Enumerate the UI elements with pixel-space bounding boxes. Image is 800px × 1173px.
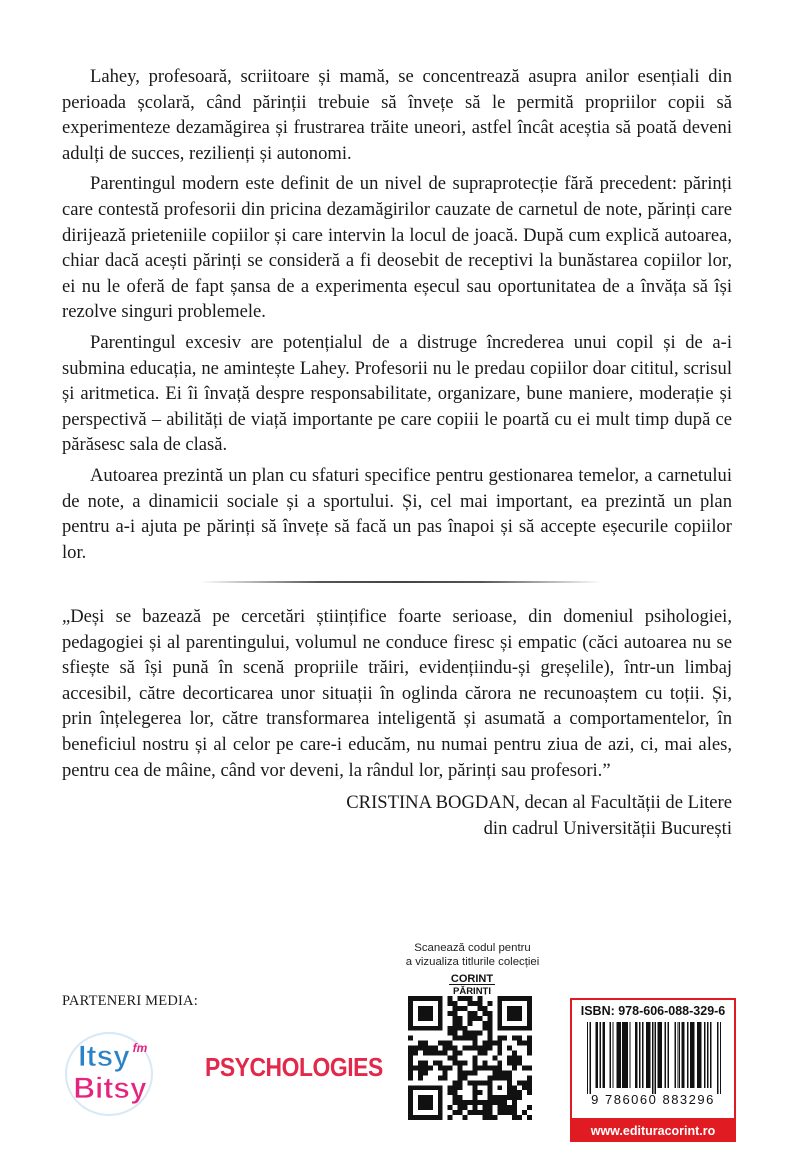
paragraph: Autoarea prezintă un plan cu sfaturi specifice pentru gestionarea temelor, a carnetului de note, a dinamicii sociale și a sportului. Și, cel mai important, ea prezintă un plan pentru a-i ajuta pe părinți să învețe să facă un pas înapoi și să accepte eșecurile copiilor lor. [62,464,732,563]
bitsy-text: Bitsy [73,1072,147,1105]
media-partners-label: PARTENERI MEDIA: [62,993,198,1009]
qr-caption-line1: Scanează codul pentru [414,942,531,954]
barcode-digits: 9 786060 883296 [591,1092,715,1107]
isbn-block [570,998,736,1120]
qr-caption [405,942,540,969]
description-text [62,64,732,570]
attribution-name: CRISTINA BOGDAN, decan al Facultății de Litere [346,792,732,813]
isbn-label: ISBN: 978-606-088-329-6 [580,1004,726,1018]
quote-text: „Deși se bazează pe cercetări științifice foarte serioase, din domeniul psihologiei, pedagogiei și al parentingului, volumul ne conduce firesc și empatic (căci autoarea nu se sfiește să își pună în scenă propriile trăiri, evidențiindu-și greșelile), într-un limbaj accesibil, către decorticarea unor situații în oglinda cărora ne recunoaștem cu toții. Și, prin înțelegerea lor, către transformarea inteligentă și asumată a comportamentelor, în beneficiul nostru și al celor pe care-i educăm, nu numai pentru ziua de azi, ci, mai ales, pentru cea de mâine, când vor deveni, la rândul lor, părinți sau profesori.” [62,606,732,781]
itsy-text: Itsy [78,1040,130,1073]
qr-caption-line2: a vizualiza titlurile colecției [405,955,540,968]
paragraph: Parentingul excesiv are potențialul de a distruge încrederea unui copil și de a-i submina educația, ne amintește Lahey. Profesorii nu le predau copiilor doar cititul, scrisul și aritmetica. Ei îi învață despre responsabilitate, organizare, bune maniere, moderație și perspectivă – abilități de viață importante pe care copiii le poartă cu ei mult timp după ce părăsesc sala de clasă. [62,331,732,456]
attribution-affiliation: din cadrul Universității București [483,817,732,839]
isbn-barcode [584,1022,724,1094]
qr-code[interactable] [408,996,532,1120]
quote-attribution [346,790,732,841]
corint-parinti-logo [437,971,507,995]
paragraph: Lahey, profesoară, scriitoare și mamă, se concentrează asupra anilor esențiali din perioada școlară, când părinții trebuie să învețe să le permită propriilor copii să experimenteze dezamăgirea și frustrarea trăite uneori, astfel încât aceștia să poată deveni adulți de succes, rezilienți și autonomi. [62,66,732,164]
itsy-bitsy-logo [64,1030,154,1118]
corint-logo-bottom: PĂRINȚI [453,986,491,995]
psychologies-logo: PSYCHOLOGIES [205,1052,383,1082]
itsy-fm-text: fm [132,1041,148,1055]
paragraph: Parentingul modern este definit de un nivel de supraprotecție fără precedent: părinți care contestă profesorii din pricina dezamăgirilor cauzate de carnetul de note, părinți care dirijează prieteniile copiilor și care intervin la locul de joacă. După cum explică autoarea, chiar dacă acești părinți se consideră a fi deosebit de receptivi la bunăstarea copiilor lor, ei nu le oferă de fapt șansa de a experimenta eșecul sau oportunitatea de a învăța să își rezolve singuri problemele. [62,173,732,323]
publisher-url[interactable]: www.edituracorint.ro [570,1120,736,1142]
testimonial-quote [62,604,732,783]
corint-logo-top: CORINT [450,973,494,985]
section-divider [200,581,602,583]
